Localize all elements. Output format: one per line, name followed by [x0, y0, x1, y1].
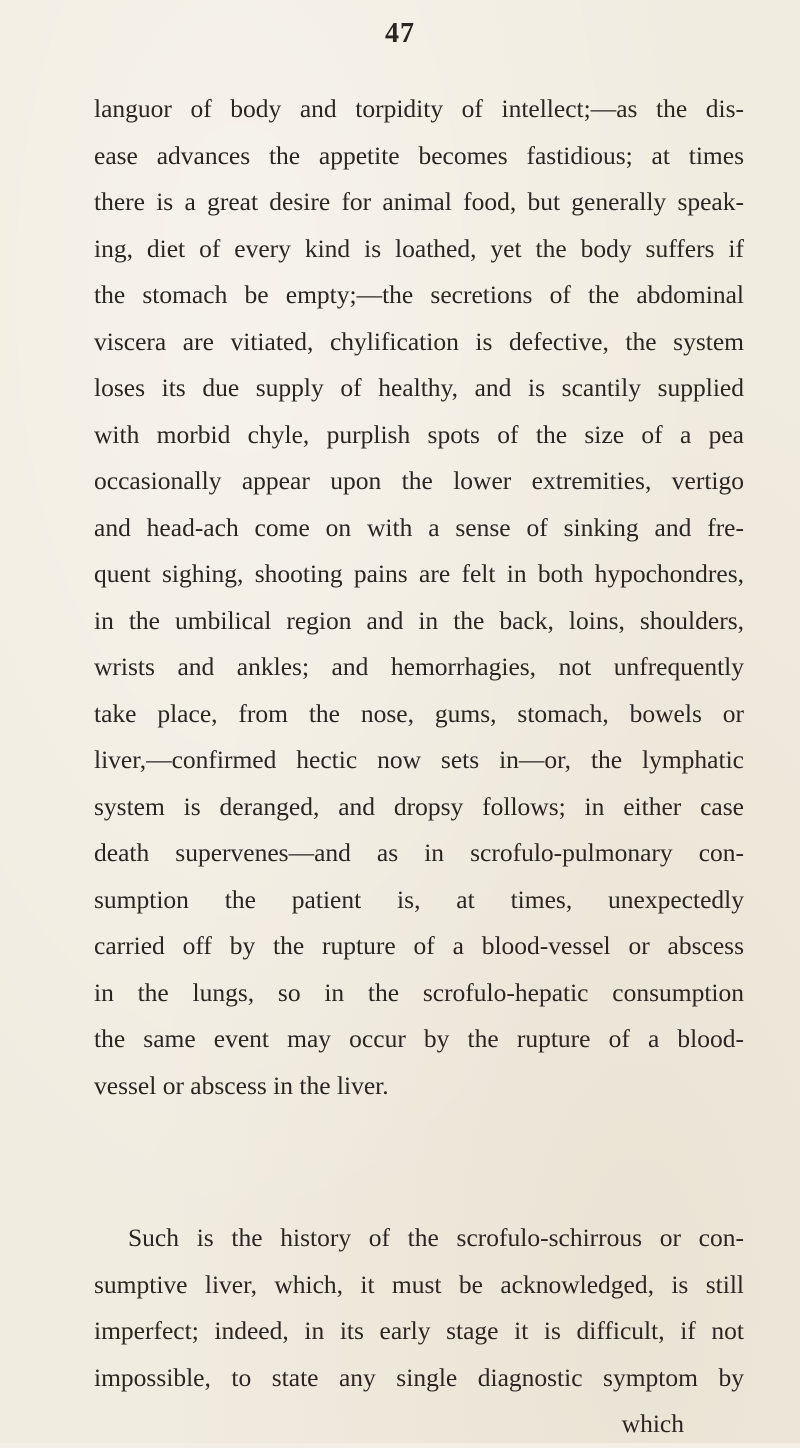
text-line: impossible, to state any single diagnostic symptom by: [94, 1362, 744, 1392]
text-line: in the lungs, so in the scrofulo-hepatic consumption: [94, 977, 744, 1007]
text-line: sumption the patient is, at times, unexpectedly: [94, 884, 744, 914]
text-line: the stomach be empty;—the secretions of the abdominal: [94, 280, 744, 309]
text-line: death supervenes—and as in scrofulo-pulmonary con-: [94, 838, 744, 867]
text-line: in the umbilical region and in the back, loins, shoulders,: [94, 605, 744, 635]
text-line: occasionally appear upon the lower extremities, vertigo: [94, 466, 744, 495]
text-line: viscera are vitiated, chylification is defective, the system: [94, 326, 744, 356]
page-number: 47: [385, 18, 415, 49]
text-line: system is deranged, and dropsy follows; in either case: [94, 791, 744, 821]
text-line: languor of body and torpidity of intellect;—as the dis-: [94, 94, 744, 123]
text-line: vessel or abscess in the liver.: [94, 1070, 389, 1100]
text-line: with morbid chyle, purplish spots of the size of a pea: [94, 419, 744, 449]
text-line: and head-ach come on with a sense of sinking and fre-: [94, 512, 744, 542]
text-line: quent sighing, shooting pains are felt in both hypochondres,: [94, 559, 744, 588]
text-line: imperfect; indeed, in its early stage it is difficult, if not: [94, 1316, 744, 1345]
text-line: sumptive liver, which, it must be acknowledged, is still: [94, 1269, 744, 1299]
paragraph-history: [94, 1215, 744, 1448]
text-line: take place, from the nose, gums, stomach, bowels or: [94, 698, 744, 728]
text-line: ease advances the appetite becomes fastidious; at times: [94, 140, 744, 170]
text-line: Such is the history of the scrofulo-schirrous or con-: [128, 1223, 744, 1252]
paragraph-symptoms: [94, 86, 744, 1109]
text-line: loses its due supply of healthy, and is scantily supplied: [94, 373, 744, 402]
catchword: which: [621, 1409, 684, 1438]
text-line: carried off by the rupture of a blood-vessel or abscess: [94, 931, 744, 960]
text-line: ing, diet of every kind is loathed, yet the body suffers if: [94, 233, 744, 263]
text-line: the same event may occur by the rupture of a blood-: [94, 1024, 744, 1053]
text-line: wrists and ankles; and hemorrhagies, not unfrequently: [94, 652, 744, 681]
text-line: there is a great desire for animal food, but generally speak-: [94, 187, 744, 216]
text-line: liver,—confirmed hectic now sets in—or, the lymphatic: [94, 745, 744, 774]
